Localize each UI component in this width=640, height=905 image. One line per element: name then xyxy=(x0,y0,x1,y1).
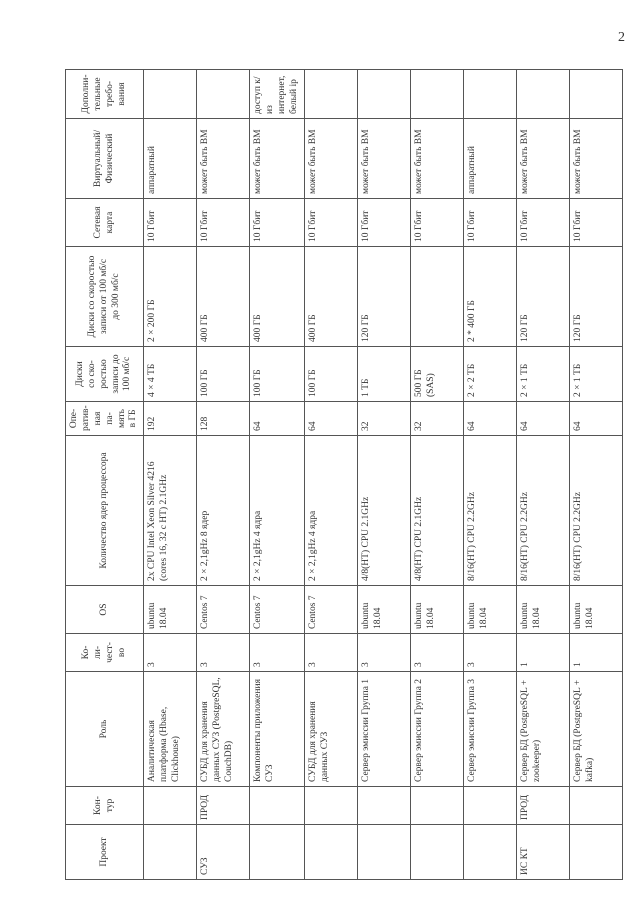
table-cell: 400 ГБ xyxy=(304,247,357,347)
table-header xyxy=(66,70,144,880)
table-row xyxy=(516,70,569,880)
table-cell xyxy=(304,825,357,880)
table-cell: доступ к/из интернет, белый ip xyxy=(250,70,305,119)
table-cell: 400 ГБ xyxy=(197,247,250,347)
table-cell xyxy=(250,825,305,880)
table-cell: Сервер эмиссии Группа 2 xyxy=(410,672,463,787)
table-cell: 2 × 2,1gHz 4 ядра xyxy=(304,436,357,586)
table-cell xyxy=(197,70,250,119)
table-cell: 3 xyxy=(144,634,197,672)
table-cell: 2 × 2 ТБ xyxy=(463,347,516,402)
table-cell: 120 ГБ xyxy=(569,247,622,347)
column-header: Ко- ли- чест- во xyxy=(66,634,144,672)
table-cell: 2 × 2,1gHz 8 ядер xyxy=(197,436,250,586)
table-cell: 4/8(HT) CPU 2.1GHz xyxy=(410,436,463,586)
table-cell xyxy=(410,787,463,825)
table-cell: 10 Гбит xyxy=(144,199,197,247)
rotated-table-wrapper xyxy=(65,70,595,880)
table-cell: Centos 7 xyxy=(197,586,250,634)
table-cell: может быть ВМ xyxy=(516,119,569,199)
column-header: Диски со ско- ростью записи до 100 мб/с xyxy=(66,347,144,402)
table-cell: 500 ГБ (SAS) xyxy=(410,347,463,402)
table-cell xyxy=(357,825,410,880)
table-row xyxy=(144,70,197,880)
table-cell: может быть ВМ xyxy=(304,119,357,199)
table-cell: 2 × 200 ГБ xyxy=(144,247,197,347)
table-cell xyxy=(569,70,622,119)
table-cell: ПРОД xyxy=(197,787,250,825)
page-number: 2 xyxy=(618,30,625,45)
table-cell xyxy=(144,787,197,825)
table-body xyxy=(144,70,623,880)
column-header: OS xyxy=(66,586,144,634)
table-cell xyxy=(569,787,622,825)
table-cell: ubuntu 18.04 xyxy=(569,586,622,634)
table-cell xyxy=(304,787,357,825)
table-cell xyxy=(463,70,516,119)
table-cell xyxy=(569,825,622,880)
table-cell: ubuntu 18.04 xyxy=(357,586,410,634)
table-cell: 64 xyxy=(463,402,516,436)
table-cell: 120 ГБ xyxy=(357,247,410,347)
table-cell xyxy=(304,70,357,119)
table-cell: 3 xyxy=(357,634,410,672)
table-cell: 2 × 2,1gHz 4 ядра xyxy=(250,436,305,586)
table-cell: 100 ГБ xyxy=(250,347,305,402)
table-cell xyxy=(463,825,516,880)
table-cell: 3 xyxy=(250,634,305,672)
table-cell: 1 xyxy=(516,634,569,672)
header-row xyxy=(66,70,144,880)
table-cell: может быть ВМ xyxy=(250,119,305,199)
table-row xyxy=(463,70,516,880)
table-cell: 10 Гбит xyxy=(463,199,516,247)
table-cell: может быть ВМ xyxy=(357,119,410,199)
table-cell xyxy=(410,825,463,880)
table-cell: 100 ГБ xyxy=(197,347,250,402)
table-cell xyxy=(144,70,197,119)
column-header: Роль xyxy=(66,672,144,787)
table-cell: 2x CPU Intel Xeon Silver 4216 (cores 16, 32 c HT) 2.1GHz xyxy=(144,436,197,586)
table-cell xyxy=(410,247,463,347)
table-cell: может быть ВМ xyxy=(569,119,622,199)
table-cell: ubuntu 18.04 xyxy=(516,586,569,634)
table-cell: 10 Гбит xyxy=(569,199,622,247)
table-row xyxy=(357,70,410,880)
table-cell: ПРОД xyxy=(516,787,569,825)
table-cell: 3 xyxy=(304,634,357,672)
table-cell: ubuntu 18.04 xyxy=(463,586,516,634)
table-cell: 2 × 1 ТБ xyxy=(516,347,569,402)
table-cell: 64 xyxy=(569,402,622,436)
table-cell: 8/16(HT) CPU 2.2GHz xyxy=(463,436,516,586)
table-cell: 8/16(HT) CPU 2.2GHz xyxy=(569,436,622,586)
table-cell: может быть ВМ xyxy=(410,119,463,199)
column-header: Диски со скоростью записи от 100 мб/с до 300 мб/с xyxy=(66,247,144,347)
table-cell: 100 ГБ xyxy=(304,347,357,402)
table-cell: ubuntu 18.04 xyxy=(144,586,197,634)
table-cell: аппаратный xyxy=(463,119,516,199)
table-cell: ИС КТ xyxy=(516,825,569,880)
spec-table xyxy=(65,69,623,880)
table-cell: 192 xyxy=(144,402,197,436)
table-cell: СУБД для хранения данных СУЗ xyxy=(304,672,357,787)
table-cell: 64 xyxy=(516,402,569,436)
table-row xyxy=(304,70,357,880)
table-cell: 400 ГБ xyxy=(250,247,305,347)
table-row xyxy=(410,70,463,880)
table-cell: Компоненты приложения СУЗ xyxy=(250,672,305,787)
table-cell xyxy=(463,787,516,825)
table-cell: 3 xyxy=(410,634,463,672)
table-row xyxy=(197,70,250,880)
table-cell: СУБД для хранения данных СУЗ (PostgreSQL, CouchDB) xyxy=(197,672,250,787)
table-cell: СУЗ xyxy=(197,825,250,880)
table-cell: 3 xyxy=(463,634,516,672)
table-cell: Сервер эмиссии Группа 1 xyxy=(357,672,410,787)
table-cell: аппаратный xyxy=(144,119,197,199)
table-cell: 10 Гбит xyxy=(410,199,463,247)
table-row xyxy=(250,70,305,880)
table-cell xyxy=(357,70,410,119)
table-cell: 2 * 400 ГБ xyxy=(463,247,516,347)
table-cell: Аналитическая платформа (Hbase, Clickhouse) xyxy=(144,672,197,787)
table-cell: Сервер БД (PostgreSQL + kafka) xyxy=(569,672,622,787)
table-cell xyxy=(516,70,569,119)
column-header: Кон- тур xyxy=(66,787,144,825)
table-cell: 2 × 1 ТБ xyxy=(569,347,622,402)
table-cell: Centos 7 xyxy=(250,586,305,634)
table-row xyxy=(569,70,622,880)
table-cell: 10 Гбит xyxy=(304,199,357,247)
table-cell: 64 xyxy=(304,402,357,436)
table-cell xyxy=(250,787,305,825)
column-header: Проект xyxy=(66,825,144,880)
table-cell: 32 xyxy=(410,402,463,436)
table-cell: 3 xyxy=(197,634,250,672)
column-header: Сетевая карта xyxy=(66,199,144,247)
table-cell: может быть ВМ xyxy=(197,119,250,199)
table-cell: 128 xyxy=(197,402,250,436)
table-cell xyxy=(144,825,197,880)
table-cell: ubuntu 18.04 xyxy=(410,586,463,634)
column-header: Дополни- тельные требо- вания xyxy=(66,70,144,119)
table-cell: 10 Гбит xyxy=(197,199,250,247)
table-cell: Сервер эмиссии Группа 3 xyxy=(463,672,516,787)
table-cell xyxy=(357,787,410,825)
column-header: Виртуальный/ Физический xyxy=(66,119,144,199)
table-cell: 32 xyxy=(357,402,410,436)
table-cell: Сервер БД (PostgreSQL + zookeeper) xyxy=(516,672,569,787)
table-cell: 4/8(HT) CPU 2.1GHz xyxy=(357,436,410,586)
table-cell: Centos 7 xyxy=(304,586,357,634)
table-cell: 1 xyxy=(569,634,622,672)
table-cell: 64 xyxy=(250,402,305,436)
table-cell: 10 Гбит xyxy=(357,199,410,247)
table-cell xyxy=(410,70,463,119)
table-cell: 1 ТБ xyxy=(357,347,410,402)
table-cell: 10 Гбит xyxy=(250,199,305,247)
column-header: Опе- ратив- ная па- мять в ГБ xyxy=(66,402,144,436)
table-cell: 10 Гбит xyxy=(516,199,569,247)
column-header: Количество ядер процессора xyxy=(66,436,144,586)
table-cell: 120 ГБ xyxy=(516,247,569,347)
table-cell: 8/16(HT) CPU 2.2GHz xyxy=(516,436,569,586)
table-cell: 4 × 4 ТБ xyxy=(144,347,197,402)
